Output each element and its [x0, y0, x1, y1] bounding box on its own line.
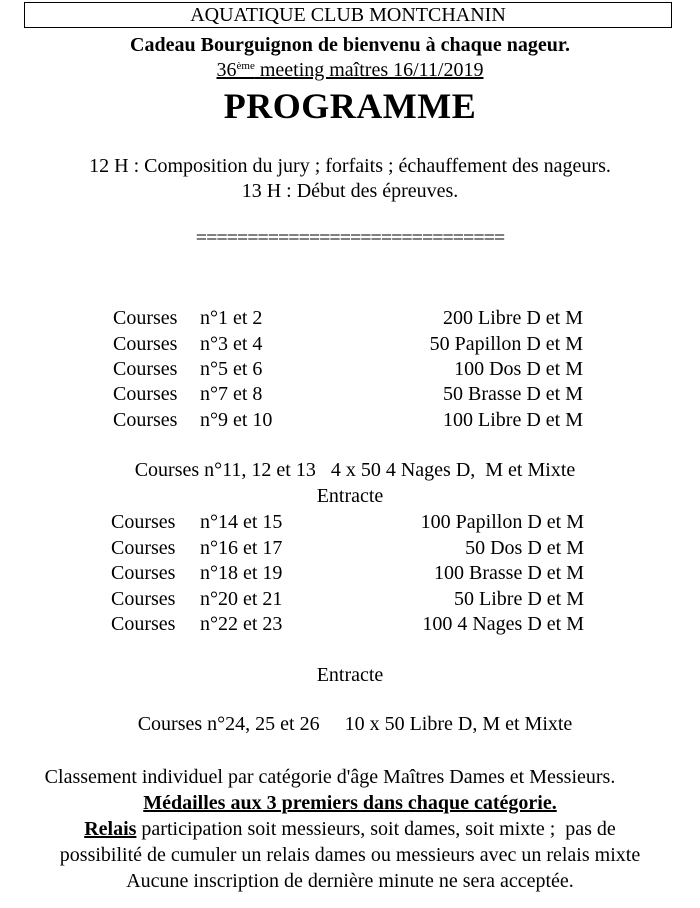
- race-event: 100 Brasse D et M: [434, 562, 584, 584]
- race-number: n°9 et 10: [200, 409, 273, 431]
- race-label: Courses: [111, 537, 176, 559]
- race-number: n°14 et 15: [200, 511, 283, 533]
- race-event: 50 Dos D et M: [465, 537, 584, 559]
- relais-text: participation soit messieurs, soit dames, soit mixte ; pas de: [136, 818, 616, 840]
- race-number: n°1 et 2: [200, 307, 263, 329]
- race-row: [113, 332, 583, 356]
- relay-text: Courses n°24, 25 et 26 10 x 50 Libre D, M et Mixte: [137, 713, 573, 735]
- entracte-1: Entracte: [316, 485, 384, 507]
- meeting-title: [0, 58, 700, 82]
- entracte-2: Entracte: [316, 664, 384, 686]
- club-name-box: [24, 2, 672, 28]
- race-label: Courses: [111, 613, 176, 635]
- meeting-date-text: meeting maîtres 16/11/2019: [254, 59, 484, 81]
- meeting-ordinal-suffix: ème: [236, 60, 255, 72]
- race-row: [111, 561, 584, 585]
- race-number: n°18 et 19: [200, 562, 283, 584]
- race-row: [111, 510, 584, 534]
- meeting-number: 36: [216, 59, 237, 81]
- medals-line: Médailles aux 3 premiers dans chaque catégorie.: [143, 792, 557, 814]
- race-number: n°22 et 23: [200, 613, 283, 635]
- race-event: 100 4 Nages D et M: [422, 613, 584, 635]
- club-name: AQUATIQUE CLUB MONTCHANIN: [190, 4, 506, 26]
- race-row: [113, 306, 583, 330]
- welcome-subtitle: Cadeau Bourguignon de bienvenu à chaque nageur.: [130, 34, 570, 56]
- race-label: Courses: [113, 307, 178, 329]
- race-label: Courses: [113, 383, 178, 405]
- classement-line: Classement individuel par catégorie d'âge Maîtres Dames et Messieurs.: [44, 766, 616, 788]
- race-event: 50 Brasse D et M: [443, 383, 583, 405]
- race-label: Courses: [113, 409, 178, 431]
- race-event: 100 Papillon D et M: [420, 511, 584, 533]
- race-label: Courses: [111, 511, 176, 533]
- race-number: n°20 et 21: [200, 588, 283, 610]
- race-row: [113, 382, 583, 406]
- race-row: [111, 612, 584, 636]
- race-label: Courses: [113, 358, 178, 380]
- relais-word: Relais: [84, 818, 137, 840]
- race-number: n°3 et 4: [200, 333, 263, 355]
- relais-line: [0, 817, 700, 841]
- race-row: [111, 536, 584, 560]
- race-label: Courses: [113, 333, 178, 355]
- separator-line: ==============================: [195, 227, 505, 249]
- relay-row: [0, 434, 700, 482]
- race-number: n°7 et 8: [200, 383, 263, 405]
- race-event: 100 Dos D et M: [454, 358, 583, 380]
- race-event: 50 Papillon D et M: [429, 333, 583, 355]
- race-row: [111, 587, 584, 611]
- race-label: Courses: [111, 562, 176, 584]
- race-number: n°5 et 6: [200, 358, 263, 380]
- programme-heading: PROGRAMME: [223, 86, 477, 126]
- schedule-line-1: 12 H : Composition du jury ; forfaits ; échauffement des nageurs.: [89, 155, 611, 177]
- race-label: Courses: [111, 588, 176, 610]
- race-event: 100 Libre D et M: [443, 409, 583, 431]
- last-minute-line: Aucune inscription de dernière minute ne sera acceptée.: [126, 870, 574, 892]
- race-row: [113, 357, 583, 381]
- schedule-line-2: 13 H : Début des épreuves.: [241, 180, 459, 202]
- relais-line-2: possibilité de cumuler un relais dames ou messieurs avec un relais mixte: [59, 844, 641, 866]
- relay-text: Courses n°11, 12 et 13 4 x 50 4 Nages D, M et Mixte: [134, 459, 576, 481]
- race-event: 200 Libre D et M: [443, 307, 583, 329]
- race-row: [113, 408, 583, 432]
- race-number: n°16 et 17: [200, 537, 283, 559]
- race-event: 50 Libre D et M: [454, 588, 584, 610]
- relay-row: [0, 688, 700, 736]
